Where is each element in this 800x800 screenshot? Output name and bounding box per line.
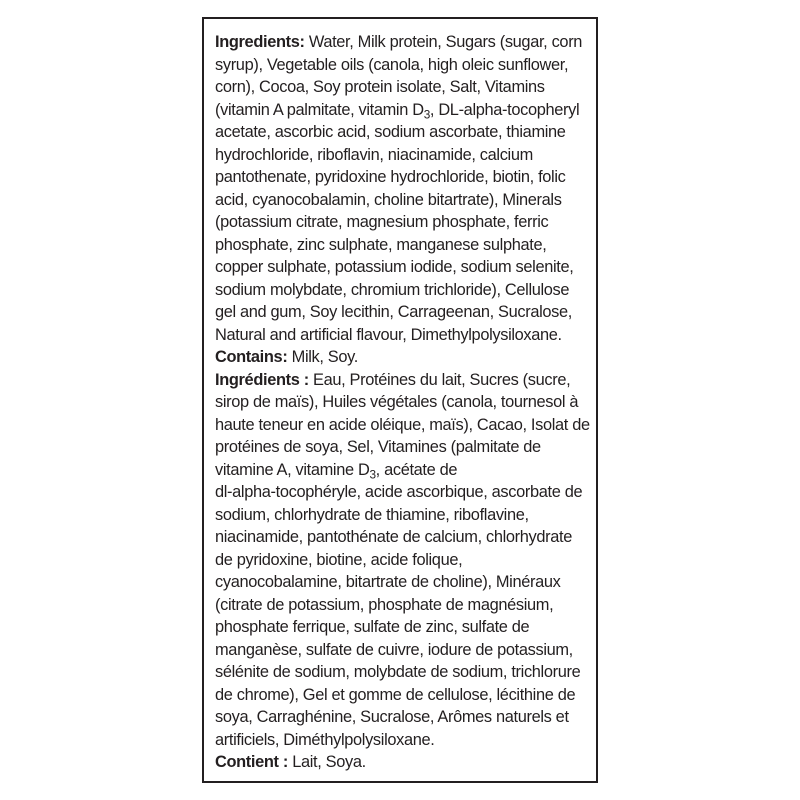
ingredients-label-panel — [202, 17, 598, 783]
english-contains-line — [215, 346, 595, 369]
english-ingredients-paragraph — [215, 31, 595, 346]
english-ingredients-line — [215, 31, 595, 54]
french-ingredients-line: de pyridoxine, biotine, acide folique, — [215, 550, 463, 569]
french-ingredients-line: manganèse, sulfate de cuivre, iodure de potassium, — [215, 640, 573, 659]
french-ingredients-heading: Ingrédients : — [215, 370, 309, 389]
french-contains-heading: Contient : — [215, 753, 288, 771]
french-ingredients-line: sirop de maïs), Huiles végétales (canola, tournesol à — [215, 393, 579, 411]
french-contains-text: Lait, Soya. — [287, 753, 366, 771]
english-ingredients-line: (potassium citrate, magnesium phosphate, ferric — [215, 213, 549, 231]
french-ingredients-line: dl-alpha-tocophéryle, acide ascorbique, ascorbate de — [215, 483, 583, 501]
english-ingredients-text: Water, Milk protein, Sugars (sugar, corn — [304, 33, 583, 51]
french-ingredients-line: soya, Carraghénine, Sucralose, Arômes naturels et — [215, 708, 569, 726]
english-ingredients-line: sodium molybdate, chromium trichloride), Cellulose — [215, 280, 570, 299]
english-contains-text: Milk, Soy. — [287, 348, 358, 366]
french-ingredients-line: phosphate ferrique, sulfate de zinc, sulfate de — [215, 618, 530, 636]
french-ingredients-text: Eau, Protéines du lait, Sucres (sucre, — [308, 370, 571, 389]
french-ingredients-line — [215, 459, 595, 482]
french-ingredients-line — [215, 369, 595, 392]
french-ingredients-line: sodium, chlorhydrate de thiamine, riboflavine, — [215, 505, 529, 524]
french-ingredients-line: (citrate de potassium, phosphate de magnésium, — [215, 595, 554, 614]
french-contains-line — [215, 751, 595, 774]
english-ingredients-line: phosphate, zinc sulphate, manganese sulphate, — [215, 235, 547, 254]
english-ingredients-line: acid, cyanocobalamin, choline bitartrate), Minerals — [215, 190, 562, 209]
french-ingredients-text: vitamine A, vitamine D — [215, 460, 370, 479]
english-ingredients-text: (vitamin A palmitate, vitamin D — [215, 100, 424, 119]
french-ingredients-line: artificiels, Diméthylpolysiloxane. — [215, 730, 435, 749]
english-ingredients-line: hydrochloride, riboflavin, niacinamide, calcium — [215, 145, 533, 164]
french-ingredients-line: niacinamide, pantothénate de calcium, chlorhydrate — [215, 528, 572, 546]
english-ingredients-line: corn), Cocoa, Soy protein isolate, Salt, Vitamins — [215, 78, 545, 96]
subscript-three: 3 — [423, 106, 430, 121]
subscript-three: 3 — [369, 466, 376, 481]
french-contains-paragraph — [215, 751, 595, 774]
french-ingredients-paragraph — [215, 369, 595, 752]
english-ingredients-heading: Ingredients: — [215, 33, 305, 51]
french-ingredients-line: haute teneur en acide oléique, maïs), Cacao, Isolat de — [215, 415, 590, 434]
french-ingredients-line: de chrome), Gel et gomme de cellulose, lécithine de — [215, 685, 576, 704]
french-ingredients-line: protéines de soya, Sel, Vitamines (palmitate de — [215, 438, 541, 456]
french-ingredients-line: sélénite de sodium, molybdate de sodium, trichlorure — [215, 663, 581, 681]
french-ingredients-text: , acétate de — [375, 460, 458, 479]
english-ingredients-line: syrup), Vegetable oils (canola, high oleic sunflower, — [215, 55, 569, 74]
english-ingredients-line: gel and gum, Soy lecithin, Carrageenan, Sucralose, — [215, 303, 572, 321]
english-contains-heading: Contains: — [215, 348, 288, 366]
english-ingredients-line — [215, 99, 595, 122]
french-ingredients-line: cyanocobalamine, bitartrate de choline), Minéraux — [215, 573, 561, 591]
ingredients-label-text — [215, 31, 595, 774]
english-ingredients-line: Natural and artificial flavour, Dimethylpolysiloxane. — [215, 325, 562, 344]
english-ingredients-text: , DL-alpha-tocopheryl — [429, 100, 580, 119]
english-ingredients-line: acetate, ascorbic acid, sodium ascorbate, thiamine — [215, 123, 566, 141]
english-ingredients-line: copper sulphate, potassium iodide, sodium selenite, — [215, 258, 574, 276]
english-contains-paragraph — [215, 346, 595, 369]
english-ingredients-line: pantothenate, pyridoxine hydrochloride, biotin, folic — [215, 168, 566, 186]
